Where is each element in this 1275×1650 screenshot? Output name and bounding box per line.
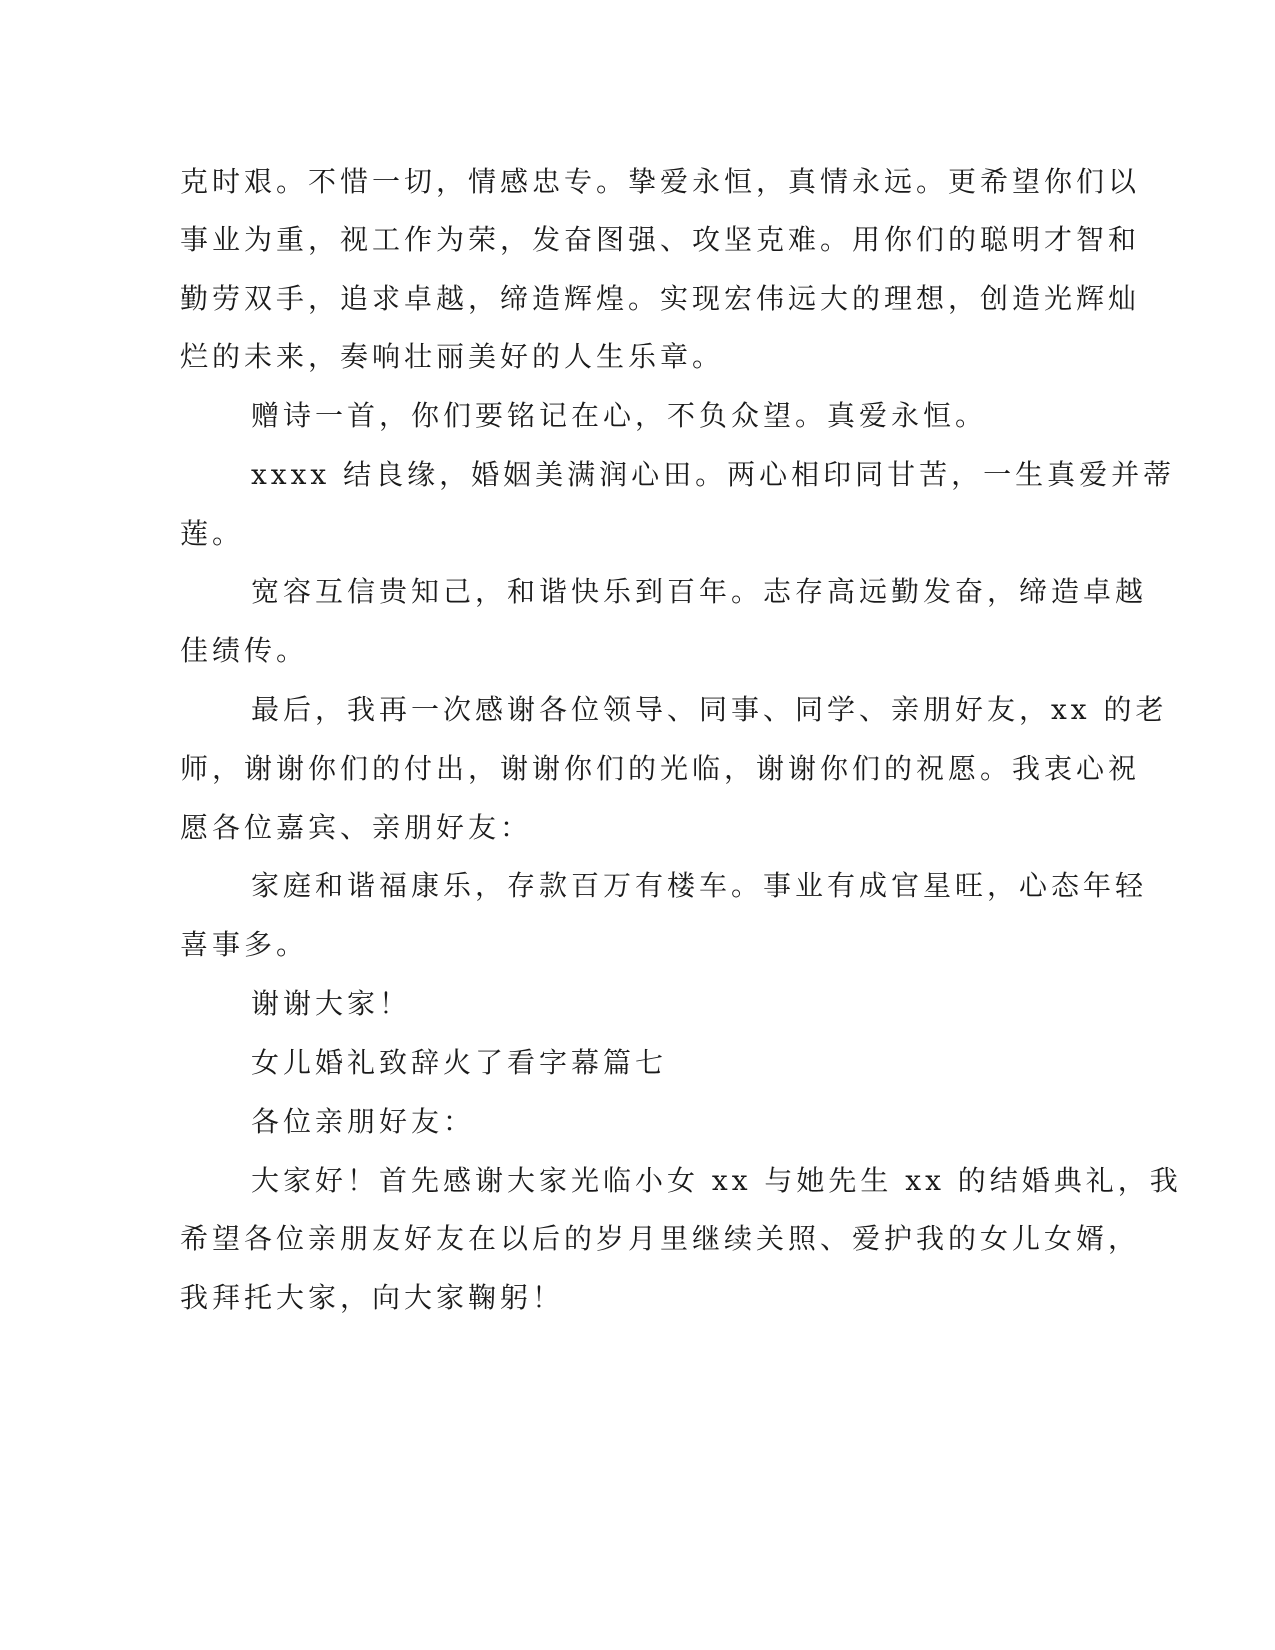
poem-line: 宽容互信贵知己，和谐快乐到百年。志存高远勤发奋，缔造卓越 bbox=[251, 575, 1148, 608]
body-text-line: 希望各位亲朋友好友在以后的岁月里继续关照、爱护我的女儿女婿， bbox=[180, 1222, 1141, 1255]
body-text-line: 大家好！首先感谢大家光临小女 xx 与她先生 xx 的结婚典礼，我 bbox=[251, 1164, 1182, 1197]
body-text-line: 最后，我再一次感谢各位领导、同事、同学、亲朋好友，xx 的老 bbox=[251, 693, 1168, 726]
poem-line: xxxx 结良缘，婚姻美满润心田。两心相印同甘苦，一生真爱并蒂 bbox=[251, 458, 1176, 491]
body-text-line: 愿各位嘉宾、亲朋好友： bbox=[180, 811, 533, 844]
poem-line: 喜事多。 bbox=[180, 928, 309, 961]
body-text-line: 师，谢谢你们的付出，谢谢你们的光临，谢谢你们的祝愿。我衷心祝 bbox=[180, 752, 1141, 785]
body-text-line: 克时艰。不惜一切，情感忠专。挚爱永恒，真情永远。更希望你们以 bbox=[180, 165, 1141, 198]
salutation: 各位亲朋好友： bbox=[251, 1105, 476, 1138]
body-text-line: 事业为重，视工作为荣，发奋图强、攻坚克难。用你们的聪明才智和 bbox=[180, 223, 1141, 256]
body-text-line: 勤劳双手，追求卓越，缔造辉煌。实现宏伟远大的理想，创造光辉灿 bbox=[180, 282, 1141, 315]
poem-line: 莲。 bbox=[180, 517, 245, 550]
body-text-line: 烂的未来，奏响壮丽美好的人生乐章。 bbox=[180, 340, 725, 373]
section-heading: 女儿婚礼致辞火了看字幕篇七 bbox=[251, 1046, 668, 1079]
poem-line: 家庭和谐福康乐，存款百万有楼车。事业有成官星旺，心态年轻 bbox=[251, 869, 1148, 902]
poem-line: 佳绩传。 bbox=[180, 634, 309, 667]
body-text-line: 我拜托大家，向大家鞠躬！ bbox=[180, 1281, 565, 1314]
body-text-line: 谢谢大家！ bbox=[251, 987, 412, 1020]
body-text-line: 赠诗一首，你们要铭记在心，不负众望。真爱永恒。 bbox=[251, 399, 988, 432]
